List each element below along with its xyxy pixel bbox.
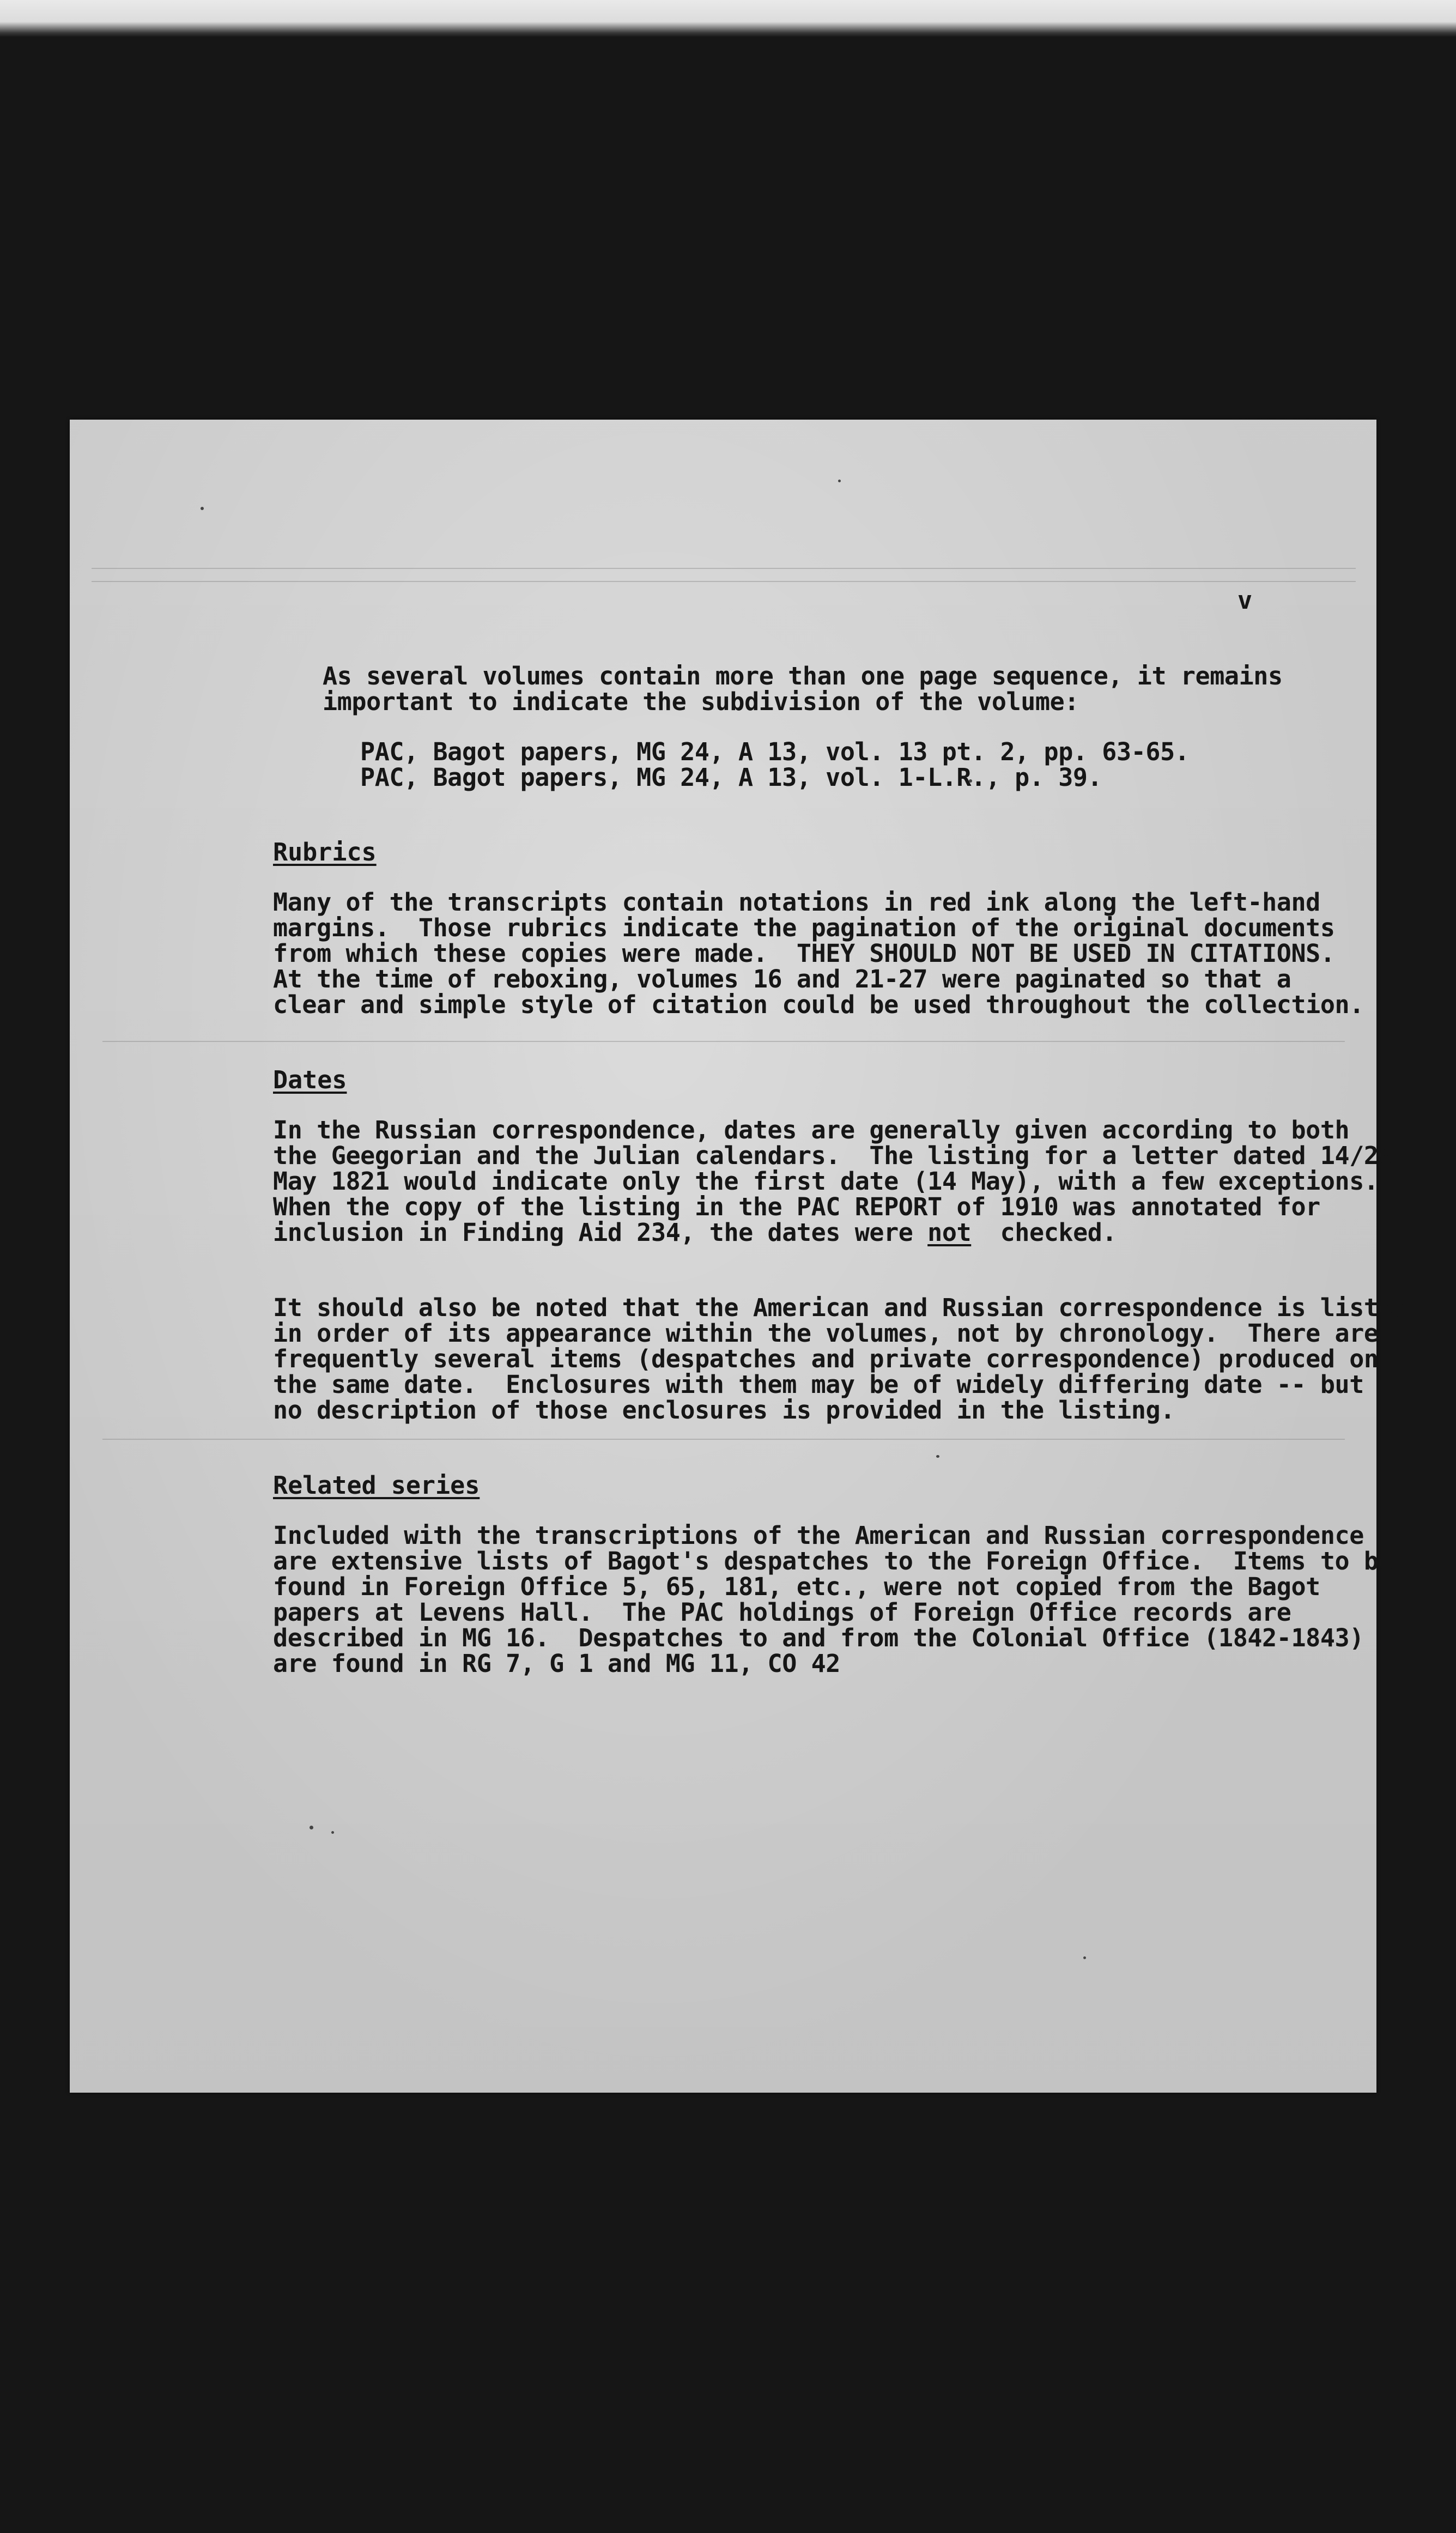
dates-line: It should also be noted that the American and Russian correspondence is listed	[273, 1293, 1408, 1322]
related-series-line: found in Foreign Office 5, 65, 181, etc., were not copied from the Bagot	[273, 1572, 1320, 1601]
dates-line-text: checked.	[971, 1218, 1117, 1247]
rubrics-heading: Rubrics	[273, 838, 377, 866]
dates-line: frequently several items (despatches and private correspondence) produced on	[273, 1344, 1379, 1373]
dates-line: the same date. Enclosures with them may be of widely differing date -- but	[273, 1370, 1364, 1399]
fold-line	[92, 581, 1356, 582]
dates-line: in order of its appearance within the volumes, not by chronology. There are	[273, 1319, 1379, 1348]
document-page	[70, 420, 1408, 2093]
rubrics-line: clear and simple style of citation could be used throughout the collection.	[273, 990, 1364, 1019]
speck	[838, 480, 841, 482]
related-series-line: papers at Levens Hall. The PAC holdings of Foreign Office records are	[273, 1598, 1291, 1627]
film-edge	[0, 0, 1456, 37]
fold-line	[102, 1439, 1345, 1440]
dates-line: When the copy of the listing in the PAC REPORT of 1910 was annotated for	[273, 1192, 1320, 1221]
dates-heading: Dates	[273, 1065, 347, 1094]
rubrics-line: At the time of reboxing, volumes 16 and 21-27 were paginated so that a	[273, 965, 1291, 993]
rubrics-line: margins. Those rubrics indicate the pagination of the original documents	[273, 913, 1335, 942]
citation-example: PAC, Bagot papers, MG 24, A 13, vol. 1-L.R., p. 39.	[360, 763, 1102, 792]
related-series-line: described in MG 16. Despatches to and from the Colonial Office (1842-1843)	[273, 1623, 1364, 1652]
related-series-line: are extensive lists of Bagot's despatches to the Foreign Office. Items to be	[273, 1547, 1393, 1575]
speck	[1083, 1956, 1086, 1959]
speck	[310, 1826, 313, 1829]
rubrics-line: Many of the transcripts contain notations in red ink along the left-hand	[273, 888, 1320, 917]
page-number: v	[1237, 586, 1252, 615]
related-series-heading: Related series	[273, 1471, 480, 1500]
dates-line	[273, 1220, 1117, 1245]
underlined-not: not	[927, 1218, 972, 1247]
intro-line: As several volumes contain more than one page sequence, it remains	[323, 662, 1283, 690]
speck	[201, 507, 204, 510]
speck	[936, 1455, 939, 1458]
dates-line: May 1821 would indicate only the first date (14 May), with a few exceptions.	[273, 1167, 1379, 1196]
dates-line: no description of those enclosures is provided in the listing.	[273, 1396, 1175, 1425]
dates-line: In the Russian correspondence, dates are generally given according to both	[273, 1116, 1350, 1144]
speck	[331, 1831, 334, 1834]
related-series-line: Included with the transcriptions of the American and Russian correspondence	[273, 1521, 1364, 1550]
rubrics-line: from which these copies were made. THEY SHOULD NOT BE USED IN CITATIONS.	[273, 939, 1335, 968]
citation-example: PAC, Bagot papers, MG 24, A 13, vol. 13 pt. 2, pp. 63-65.	[360, 737, 1190, 766]
intro-line: important to indicate the subdivision of the volume:	[323, 687, 1079, 716]
dates-line: the Geegorian and the Julian calendars. The listing for a letter dated 14/26	[273, 1141, 1393, 1170]
fold-line	[102, 1041, 1345, 1042]
dates-line-text: inclusion in Finding Aid 234, the dates were	[273, 1218, 928, 1247]
related-series-line: are found in RG 7, G 1 and MG 11, CO 42	[273, 1649, 840, 1678]
fold-line	[92, 568, 1356, 569]
